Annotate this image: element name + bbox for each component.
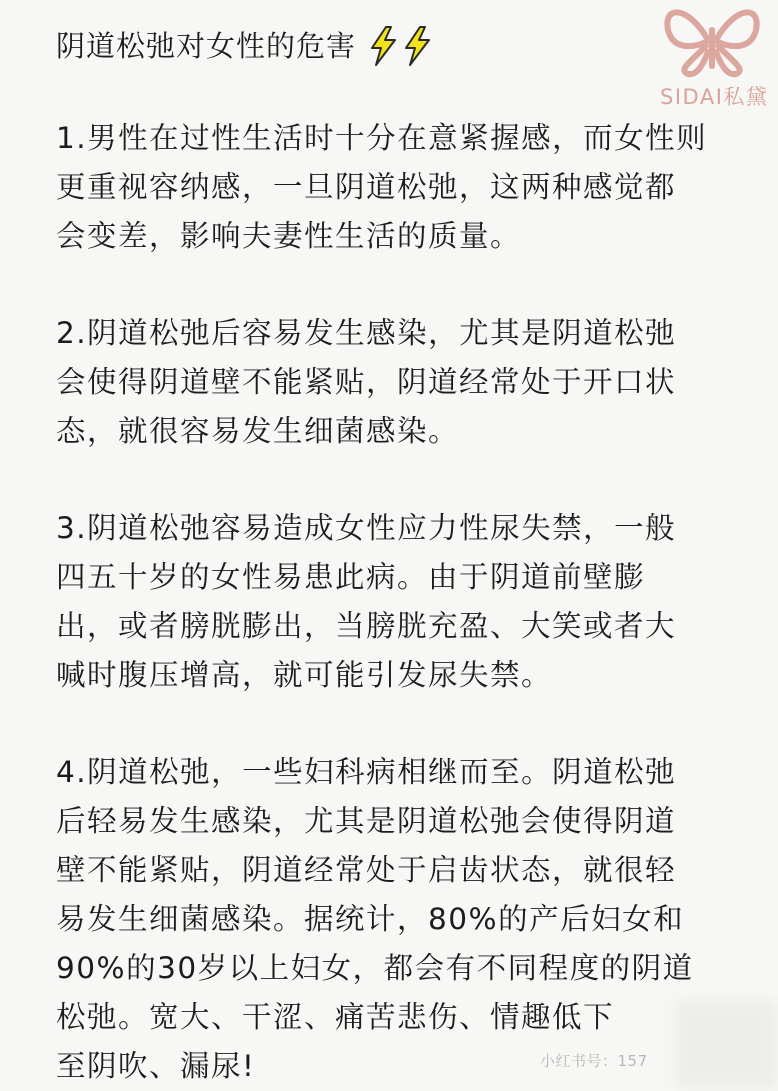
note-content [56, 22, 756, 1091]
paragraph-4: 4.阴道松弛，一些妇科病相继而至。阴道松弛 后轻易发生感染，尤其是阴道松弛会使得阴道 壁不能紧贴，阴道经常处于启齿状态，就很轻 易发生细菌感染。据统计，80%的产后妇女和 90%的30岁以上妇女，都会有不同程度的阴道 松弛。宽大、干涩、痛苦悲伤、情趣低下 至阴吹、漏尿! [56, 755, 694, 1083]
brand-logo [648, 0, 778, 115]
lightning-icon [368, 26, 398, 66]
lightning-icons [368, 26, 432, 66]
paragraph-1: 1.男性在过性生活时十分在意紧握感，而女性则 更重视容纳感，一旦阴道松弛，这两种感觉都 会变差，影响夫妻性生活的质量。 [56, 121, 708, 253]
logo-text: SIDAI私黛 [660, 85, 769, 109]
note-title: 阴道松弛对女性的危害 [56, 29, 357, 63]
blurred-area [676, 1000, 778, 1089]
paragraph-2: 2.阴道松弛后容易发生感染，尤其是阴道松弛 会使得阴道壁不能紧贴，阴道经常处于开口状 态，就很容易发生细菌感染。 [56, 316, 677, 448]
watermark-text: 小红书号：157 [540, 1052, 648, 1070]
butterfly-logo-icon [648, 0, 778, 80]
lightning-icon [402, 26, 432, 66]
paragraph-3: 3.阴道松弛容易造成女性应力性尿失禁，一般 四五十岁的女性易患此病。由于阴道前壁膨 出，或者膀胱膨出，当膀胱充盈、大笑或者大 喊时腹压增高，就可能引发尿失禁。 [56, 511, 677, 692]
